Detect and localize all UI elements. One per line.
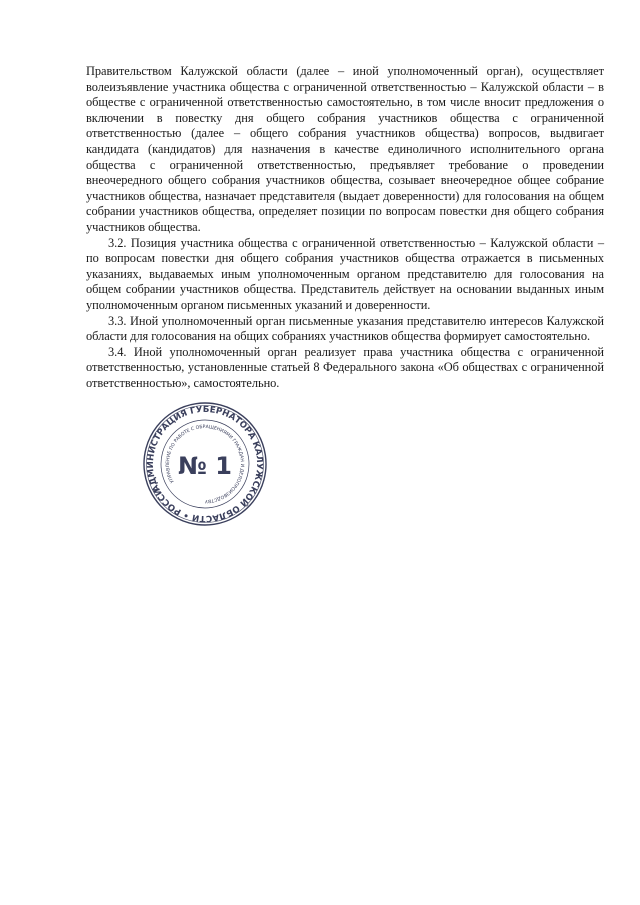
seal-number: № 1	[178, 452, 232, 480]
paragraph-3-2: 3.2. Позиция участника общества с ограниченной ответственностью – Калужской области – по вопросам повестки дня общего собрания участников общества отражается в письменных указаниях, выдаваемых иным уполномоченным органом представителю для голосования на общем собрании участников общества. Представитель действует на основании выданных иным уполномоченным органом письменных указаний и доверенности.	[86, 235, 604, 312]
official-seal	[141, 400, 269, 528]
document-body	[86, 64, 604, 391]
paragraph-3-4: 3.4. Иной уполномоченный орган реализует права участника общества с ограниченной ответственностью, установленные статьей 8 Федерального закона «Об обществах с ограниченной ответственностью», самостоятельно.	[86, 344, 604, 390]
seal-graphic	[141, 400, 269, 528]
paragraph-intro: Правительством Калужской области (далее – иной уполномоченный орган), осуществляет волеизъявление участника общества с ограниченной ответственностью – Калужской области – в обществе с ограниченной ответственностью самостоятельно, в том числе вносит предложения о включении в повестку дня общего собрания участников общества с ограниченной ответственностью (далее – общего собрания участников общества) вопросов, выдвигает кандидата (кандидатов) для назначения в качестве единоличного исполнительного органа общества с ограниченной ответственностью, предъявляет требование о проведении внеочередного общего собрания участников общества, созывает внеочередное общее собрание участников общества, назначает представителя (выдает доверенности) для голосования на общем собрании участников общества, определяет позиции по вопросам повестки дня общего собрания участников общества.	[86, 64, 604, 234]
seal-inner-text: УПРАВЛЕНИЕ ПО РАБОТЕ С ОБРАЩЕНИЯМИ ГРАЖДАН И ДЕЛОПРОИЗВОДСТВУ	[165, 424, 245, 504]
seal-outer-text: АДМИНИСТРАЦИЯ ГУБЕРНАТОРА КАЛУЖСКОЙ ОБЛАСТИ • РОССИЙСКАЯ	[145, 404, 265, 524]
paragraph-3-3: 3.3. Иной уполномоченный орган письменные указания представителю интересов Калужской области для голосования на общих собраниях участников общества формирует самостоятельно.	[86, 313, 604, 344]
